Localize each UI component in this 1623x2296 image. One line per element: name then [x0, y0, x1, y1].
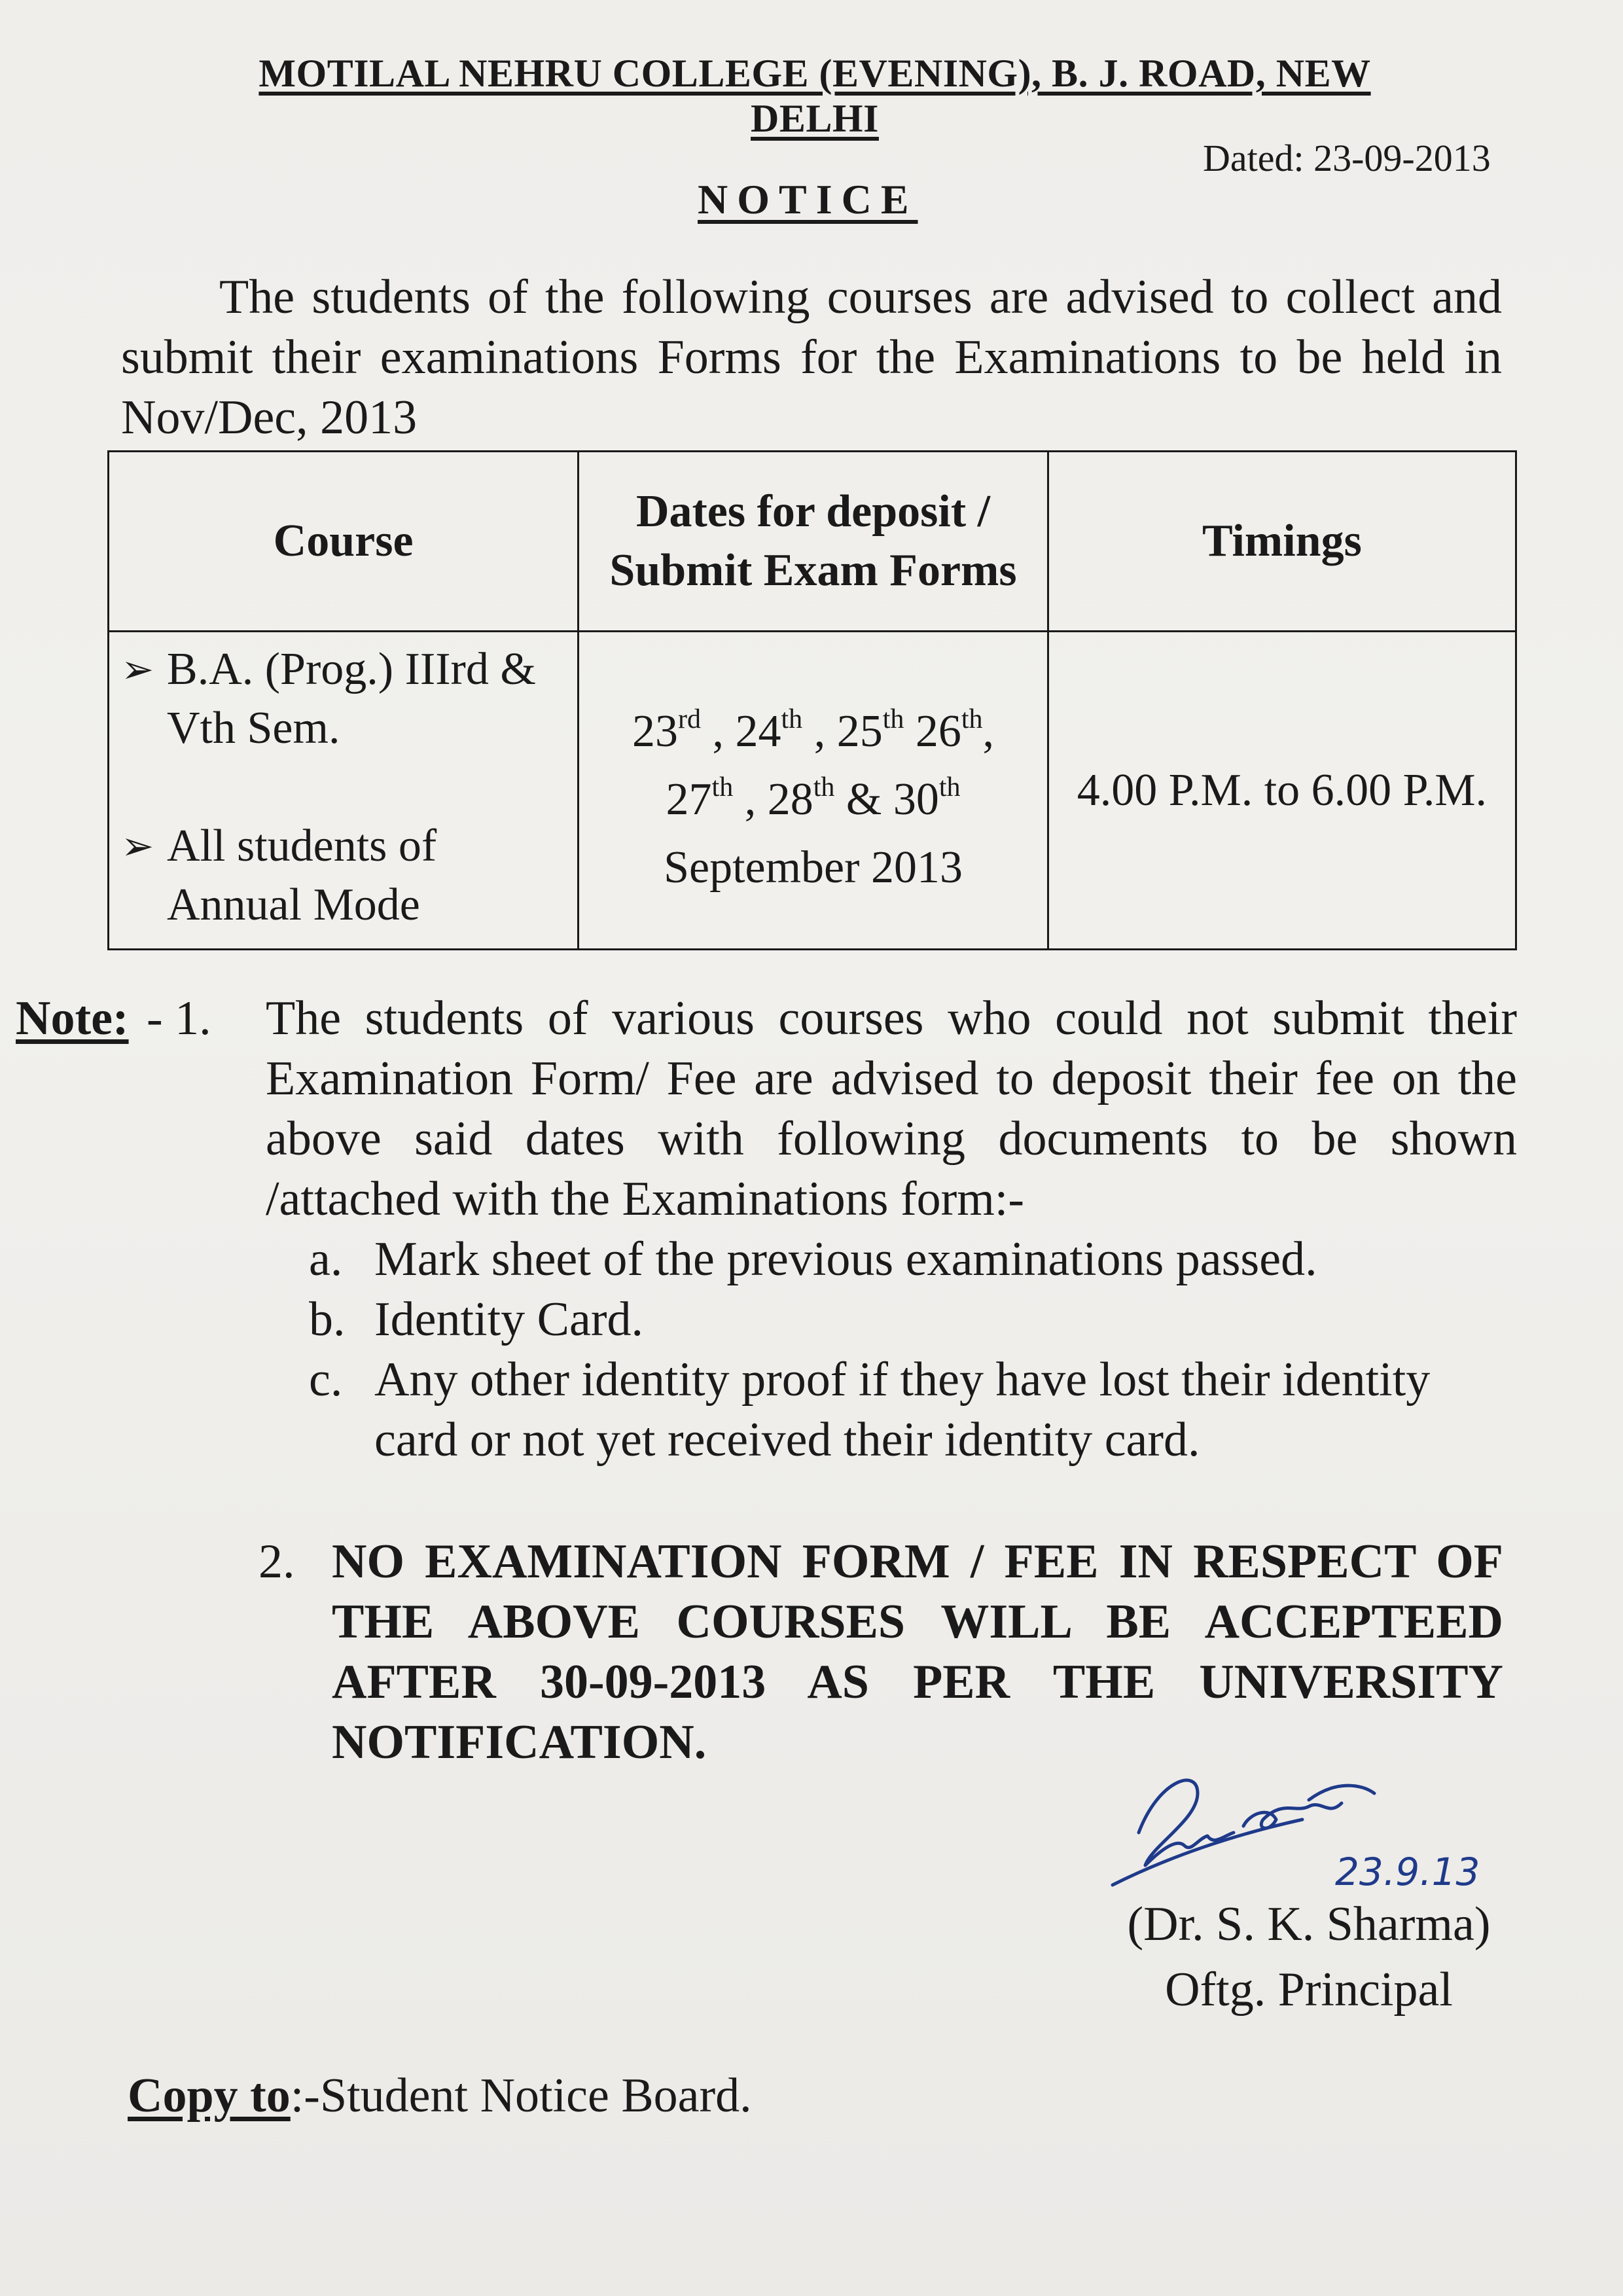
note-2-number: 2. [259, 1535, 295, 1588]
list-item-text: Mark sheet of the previous examinations passed. [374, 1232, 1317, 1286]
note-2-text: NO EXAMINATION FORM / FEE IN RESPECT OF THE ABOVE COURSES WILL BE ACCEPTEED AFTER 30-09-2013 AS PER THE UNIVERSITY NOTIFICATION. [332, 1535, 1503, 1769]
table-header-row [109, 452, 1516, 632]
list-item-letter: c. [309, 1353, 343, 1407]
intro-text: The students of the following courses are advised to collect and submit their examinations Forms for the Examinations to be held in Nov/Dec, 2013 [121, 270, 1502, 444]
list-item-letter: a. [309, 1232, 343, 1286]
date-suffix: rd [678, 704, 702, 734]
date-day: 28 [767, 774, 813, 825]
arrow-bullet-icon: ➢ [121, 648, 154, 691]
date-suffix: th [711, 772, 734, 802]
document-list [309, 1229, 1520, 1470]
date-suffix: th [813, 772, 835, 802]
signatory-title: Oftg. Principal [1165, 1963, 1453, 2017]
dates-line-2: 27th , 28th & 30th [666, 772, 961, 825]
signatory-block [1113, 1892, 1505, 2022]
intro-paragraph [121, 267, 1502, 448]
date-suffix: th [938, 772, 961, 802]
date-day: 25 [836, 706, 883, 757]
date-day: 24 [735, 706, 781, 757]
header-dates: Dates for deposit / Submit Exam Forms [579, 452, 1048, 632]
note-number: - 1. [147, 992, 211, 1045]
date-suffix: th [961, 704, 983, 734]
list-item-text: Identity Card. [374, 1293, 644, 1346]
list-item [309, 1229, 1520, 1289]
signatory-name: (Dr. S. K. Sharma) [1127, 1897, 1491, 1951]
notice-date: Dated: 23-09-2013 [1203, 137, 1491, 179]
course-item [121, 817, 571, 935]
date-day: 26 [915, 706, 961, 757]
copy-to-label: Copy to [128, 2069, 291, 2123]
date-day: 30 [893, 774, 939, 825]
courses-table [107, 450, 1517, 950]
course-item-text: B.A. (Prog.) IIIrd & Vth Sem. [167, 644, 536, 753]
principal-signature [1099, 1754, 1518, 1911]
dates-cell [579, 632, 1048, 950]
header-course: Course [109, 452, 579, 632]
table-row [109, 632, 1516, 950]
timings-cell: 4.00 P.M. to 6.00 P.M. [1048, 632, 1516, 950]
course-item-text: All students of Annual Mode [167, 821, 437, 930]
college-header: MOTILAL NEHRU COLLEGE (EVENING), B. J. ROAD, NEW DELHI [259, 52, 1371, 140]
notice-title: NOTICE [698, 176, 918, 223]
header-timings: Timings [1048, 452, 1516, 632]
dates-month-year: September 2013 [664, 842, 963, 893]
list-item-letter: b. [309, 1293, 346, 1346]
signature-date: 23.9.13 [1335, 1850, 1480, 1894]
course-item [121, 640, 571, 758]
date-day: 23 [632, 706, 679, 757]
date-suffix: th [781, 704, 803, 734]
list-item [309, 1350, 1520, 1470]
copy-to [128, 2068, 752, 2124]
arrow-bullet-icon: ➢ [121, 825, 154, 868]
dates-line-1: 23rd , 24th , 25th 26th, [632, 704, 995, 757]
date-day: 27 [666, 774, 712, 825]
note-label: Note: [16, 992, 129, 1045]
list-item-text: Any other identity proof if they have lost their identity card or not yet received their identity card. [374, 1353, 1431, 1467]
date-suffix: th [882, 704, 904, 734]
note-1-text: The students of various courses who could not submit their Examination Form/ Fee are advised to deposit their fee on the above said dates with following documents to be shown /attached with the Examinations form:- [266, 992, 1517, 1226]
course-cell [109, 632, 579, 950]
copy-to-text: :-Student Notice Board. [290, 2069, 752, 2123]
list-item [309, 1289, 1520, 1350]
